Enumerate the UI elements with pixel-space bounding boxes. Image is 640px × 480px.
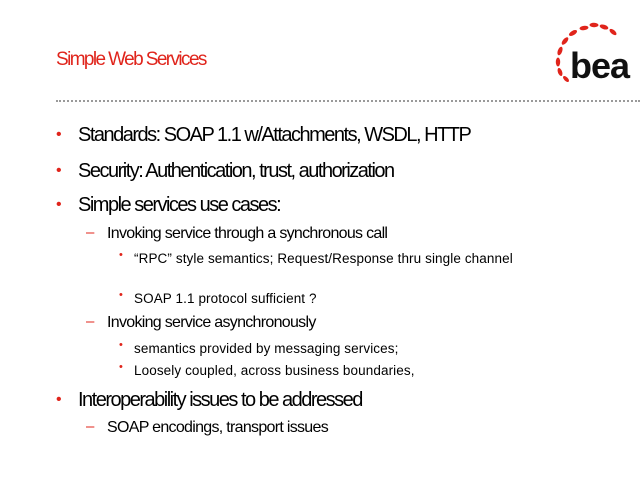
subbullet-soap-encodings: SOAP encodings, transport issues xyxy=(107,419,328,436)
bea-logo xyxy=(532,20,632,84)
bullet-standards: Standards: SOAP 1.1 w/Attachments, WSDL, HTTP xyxy=(78,124,471,146)
sub-dot-icon: • xyxy=(119,339,123,351)
detail-messaging-semantics: semantics provided by messaging services; xyxy=(134,341,399,356)
subbullet-asynchronous: Invoking service asynchronously xyxy=(107,314,316,331)
bullet-use-cases: Simple services use cases: xyxy=(78,194,281,216)
detail-rpc-semantics: “RPC” style semantics; Request/Response thru single channel xyxy=(134,251,513,266)
logo-text: bea xyxy=(570,45,630,84)
sub-dot-icon: • xyxy=(119,249,123,261)
detail-soap-sufficient: SOAP 1.1 protocol sufficient ? xyxy=(134,291,317,306)
bullet-interoperability: Interoperability issues to be addressed xyxy=(78,389,362,411)
slide-title: Simple Web Services xyxy=(56,49,206,70)
sub-dot-icon: • xyxy=(119,361,123,373)
bea-logo-graphic xyxy=(532,20,632,84)
subbullet-synchronous: Invoking service through a synchronous call xyxy=(107,225,388,242)
dash-icon: – xyxy=(86,224,95,241)
dash-icon: – xyxy=(86,313,95,330)
bullet-security: Security: Authentication, trust, authorization xyxy=(78,160,394,182)
detail-loosely-coupled: Loosely coupled, across business boundaries, xyxy=(134,363,415,378)
bullet-dot-icon: • xyxy=(56,196,62,213)
title-divider xyxy=(56,100,640,102)
bullet-dot-icon: • xyxy=(56,126,62,143)
dash-icon: – xyxy=(86,418,95,435)
bullet-dot-icon: • xyxy=(56,162,62,179)
sub-dot-icon: • xyxy=(119,289,123,301)
bullet-dot-icon: • xyxy=(56,391,62,408)
